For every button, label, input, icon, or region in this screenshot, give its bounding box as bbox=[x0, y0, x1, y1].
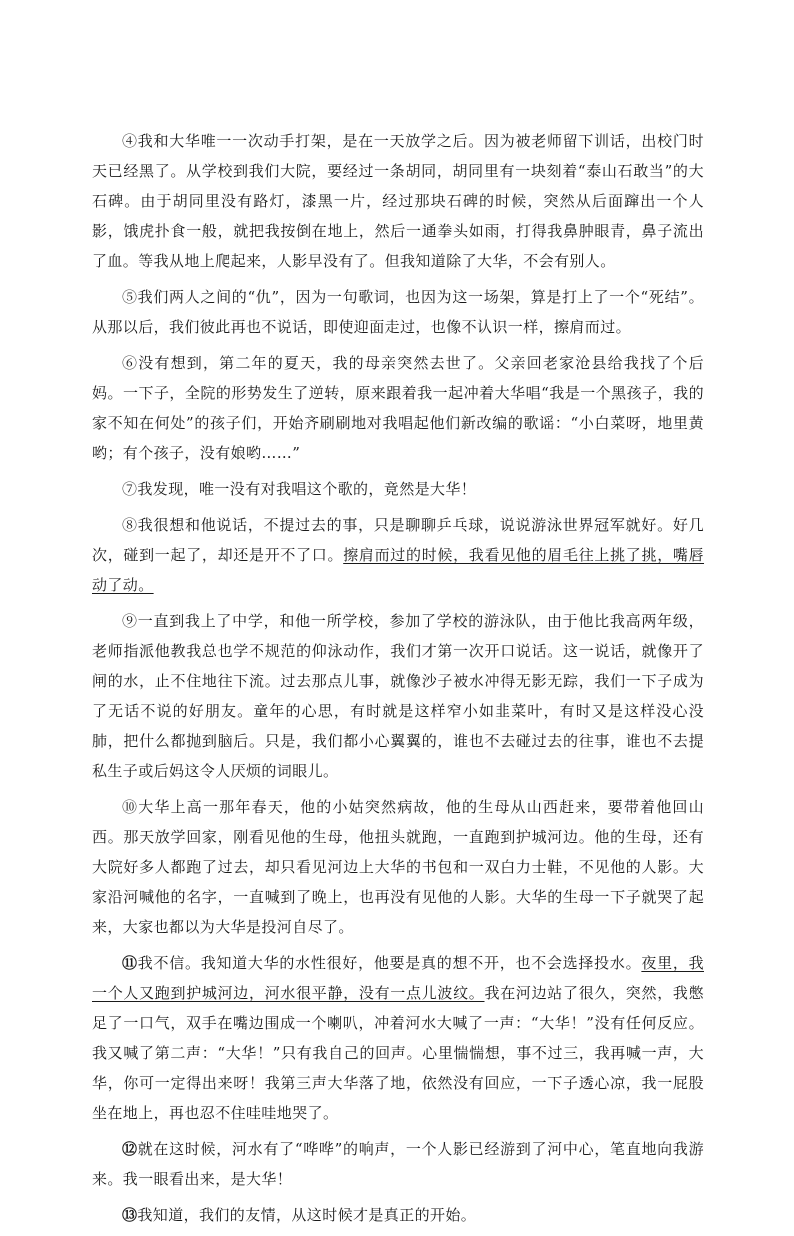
paragraph-number: ⑫ bbox=[122, 1140, 138, 1158]
paragraph-text: 就在这时候，河水有了“哗哗”的响声，一个人影已经游到了河中心，笔直地向我游来。我一眼看出来，是大华！ bbox=[92, 1140, 705, 1188]
paragraph-p12 bbox=[92, 1134, 704, 1194]
paragraph-text: 我知道，我们的友情，从这时候才是真正的开始。 bbox=[137, 1206, 477, 1224]
paragraph-text: 我不信。我知道大华的水性很好，他要是真的想不开，也不会选择投水。 bbox=[137, 954, 642, 972]
paragraph-p8 bbox=[92, 510, 704, 600]
paragraph-p10 bbox=[92, 792, 704, 942]
paragraph-text: ⑤我们两人之间的“仇”，因为一句歌词，也因为这一场架，算是打上了一个“死结”。从那以后，我们彼此再也不说话，即使迎面走过，也像不认识一样，擦肩而过。 bbox=[92, 288, 704, 336]
paragraph-p4 bbox=[92, 126, 704, 276]
paragraph-text: ⑩大华上高一那年春天，他的小姑突然病故，他的生母从山西赶来，要带着他回山西。那天放学回家，刚看见他的生母，他扭头就跑，一直跑到护城河边。他的生母，还有大院好多人都跑了过去，却只看见河边上大华的书包和一双白力士鞋，不见他的人影。大家沿河喊他的名字，一直喊到了晚上，也再没有见他的人影。大华的生母一下子就哭了起来，大家也都以为大华是投河自尽了。 bbox=[92, 798, 704, 936]
paragraph-p11 bbox=[92, 948, 704, 1128]
paragraph-text: ⑥没有想到，第二年的夏天，我的母亲突然去世了。父亲回老家沧县给我找了个后妈。一下子，全院的形势发生了逆转，原来跟着我一起冲着大华唱“我是一个黑孩子，我的家不知在何处”的孩子们，开始齐刷刷地对我唱起他们新改编的歌谣：“小白菜呀，地里黄哟；有个孩子，没有娘哟……” bbox=[92, 354, 704, 462]
paragraph-text: ④我和大华唯一一次动手打架，是在一天放学之后。因为被老师留下训话，出校门时天已经黑了。从学校到我们大院，要经过一条胡同，胡同里有一块刻着“泰山石敢当”的大石碑。由于胡同里没有路灯，漆黑一片，经过那块石碑的时候，突然从后面蹿出一个人影，饿虎扑食一般，就把我按倒在地上，然后一通拳头如雨，打得我鼻肿眼青，鼻子流出了血。等我从地上爬起来，人影早没有了。但我知道除了大华，不会有别人。 bbox=[92, 132, 704, 270]
paragraph-text: ⑧我很想和他说话，不提过去的事，只是聊聊乒乓球，说说游泳世界冠军就好。好几次，碰到一起了，却还是开不了口。 bbox=[92, 516, 704, 564]
paragraph-p13 bbox=[92, 1200, 704, 1230]
paragraph-p6 bbox=[92, 348, 704, 468]
paragraph-text: ⑦我发现，唯一没有对我唱这个歌的，竟然是大华！ bbox=[122, 480, 477, 498]
paragraph-p5 bbox=[92, 282, 704, 342]
paragraph-text: 我在河边站了很久，突然，我憋足了一口气，双手在嘴边围成一个喇叭，冲着河水大喊了一声：“大华！”没有任何反应。我又喊了第二声：“大华！”只有我自己的回声。心里惴惴想，事不过三，我再喊一声，大华，你可一定得出来呀！我第三声大华落了地，依然没有回应，一下子透心凉，我一屁股坐在地上，再也忍不住哇哇地哭了。 bbox=[92, 984, 704, 1122]
paragraph-text: ⑨一直到我上了中学，和他一所学校，参加了学校的游泳队，由于他比我高两年级，老师指派他教我总也学不规范的仰泳动作，我们才第一次开口说话。这一说话，就像开了闸的水，止不住地往下流。过去那点儿事，就像沙子被水冲得无影无踪，我们一下子成为了无话不说的好朋友。童年的心思，有时就是这样窄小如韭菜叶，有时又是这样没心没肺，把什么都抛到脑后。只是，我们都小心翼翼的，谁也不去碰过去的往事，谁也不去提私生子或后妈这令人厌烦的词眼儿。 bbox=[92, 612, 704, 780]
underlined-sentence: 擦肩而过的时候，我看见他的眉毛往上挑了挑，嘴唇动了动。 bbox=[92, 546, 705, 594]
paragraph-number: ⑬ bbox=[122, 1206, 138, 1224]
paragraph-p7 bbox=[92, 474, 704, 504]
document-page bbox=[92, 126, 704, 1236]
underlined-sentence: 夜里，我一个人又跑到护城河边，河水很平静，没有一点儿波纹。 bbox=[92, 954, 704, 1002]
paragraph-number: ⑪ bbox=[122, 954, 138, 972]
paragraph-p9 bbox=[92, 606, 704, 786]
